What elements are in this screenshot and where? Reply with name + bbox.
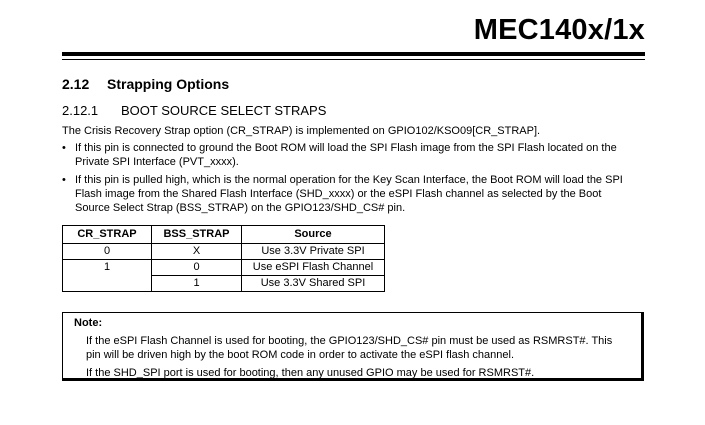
subsection-heading	[62, 103, 326, 118]
note-paragraph-1	[86, 334, 636, 362]
table-cell: 1	[152, 276, 242, 292]
header-rule-thin	[62, 59, 645, 60]
header-rule-thick	[62, 52, 645, 56]
bullet-item	[62, 173, 647, 215]
table-row	[63, 244, 385, 260]
bullet-line: Flash image from the Shared Flash Interface (SHD_xxxx) or the eSPI Flash channel as selected by the Boot	[75, 188, 602, 200]
table-row	[63, 260, 385, 276]
intro-paragraph: The Crisis Recovery Strap option (CR_STRAP) is implemented on GPIO102/KSO09[CR_STRAP].	[62, 125, 541, 137]
table-cell: X	[152, 244, 242, 260]
note-label: Note:	[74, 317, 103, 329]
column-header-bss-strap: BSS_STRAP	[152, 226, 242, 244]
table-cell: Use eSPI Flash Channel	[242, 260, 385, 276]
bullet-item	[62, 141, 647, 169]
note-line: pin will be driven high by the boot ROM code in order to activate the eSPI flash channel.	[86, 349, 515, 361]
bullet-line: Source Select Strap (BSS_STRAP) on the GPIO123/SHD_CS# pin.	[75, 202, 406, 214]
bullet-dot-icon: •	[62, 174, 66, 186]
section-heading	[62, 76, 229, 92]
document-title: MEC140x/1x	[473, 14, 645, 46]
section-title: Strapping Options	[107, 76, 230, 92]
strap-table	[62, 225, 385, 292]
bullet-list	[62, 141, 647, 219]
table-cell: 0	[63, 244, 152, 260]
bullet-line: If this pin is connected to ground the Boot ROM will load the SPI Flash image from the SPI Flash located on the	[75, 142, 617, 154]
bullet-line: Private SPI Interface (PVT_xxxx).	[75, 156, 239, 168]
note-box	[62, 312, 644, 381]
note-line: If the eSPI Flash Channel is used for booting, the GPIO123/SHD_CS# pin must be used as RSMRST#. This	[86, 335, 613, 347]
column-header-source: Source	[242, 226, 385, 244]
subsection-number: 2.12.1	[62, 103, 99, 118]
bullet-dot-icon: •	[62, 142, 66, 154]
column-header-cr-strap: CR_STRAP	[63, 226, 152, 244]
table-header-row	[63, 226, 385, 244]
bullet-line: If this pin is pulled high, which is the normal operation for the Key Scan Interface, the Boot ROM will load the SPI	[75, 174, 623, 186]
note-paragraph-2: If the SHD_SPI port is used for booting, then any unused GPIO may be used for RSMRST#.	[86, 367, 535, 379]
subsection-title: BOOT SOURCE SELECT STRAPS	[121, 103, 327, 118]
table-cell: 0	[152, 260, 242, 276]
table-cell: Use 3.3V Shared SPI	[242, 276, 385, 292]
table-cell: Use 3.3V Private SPI	[242, 244, 385, 260]
table-cell: 1	[63, 260, 152, 292]
section-number: 2.12	[62, 76, 90, 92]
